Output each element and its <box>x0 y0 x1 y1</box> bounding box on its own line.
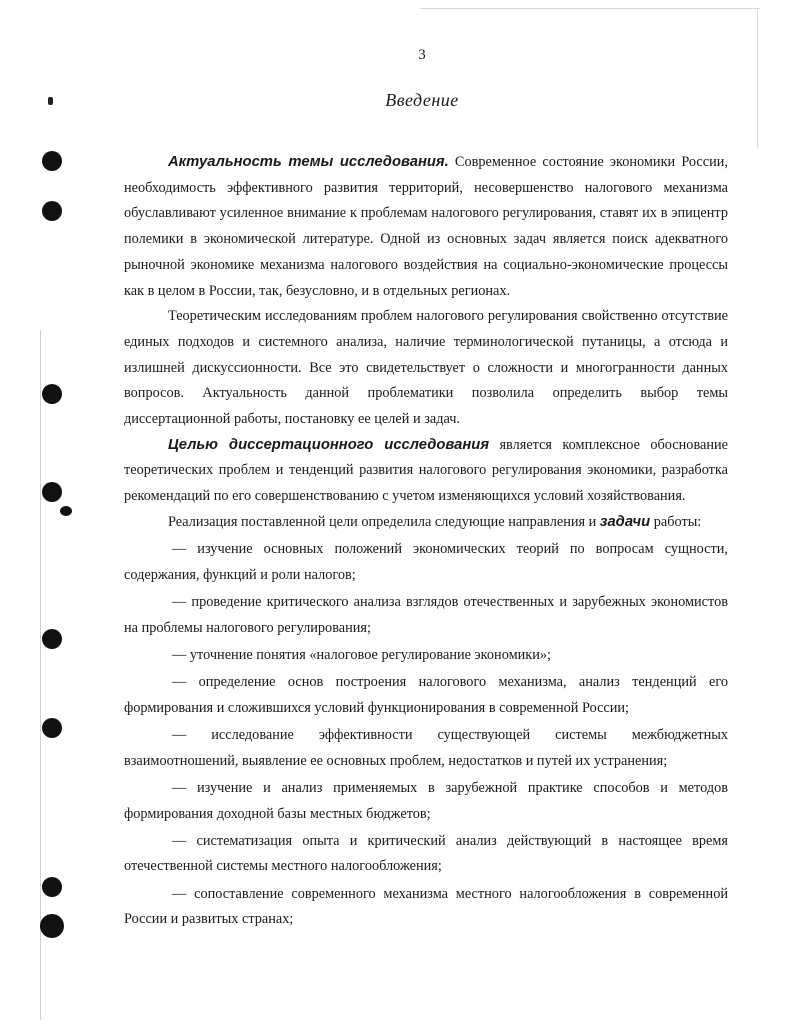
punch-hole <box>42 151 62 171</box>
punch-hole <box>40 914 64 938</box>
document-body <box>124 150 728 933</box>
task-item: — исследование эффективности существующей системы межбюджетных взаимоотношений, выявление ее основных проблем, недостатков и путей их устранения; <box>124 726 728 769</box>
task-item: — систематизация опыта и критический анализ действующий в настоящее время отечественной системы местного налогообложения; <box>124 832 728 875</box>
relevance-keyword: Актуальность темы исследования. <box>168 154 449 170</box>
punch-hole <box>42 201 62 221</box>
punch-hole <box>60 506 72 516</box>
relevance-paragraph <box>124 150 728 304</box>
page-number: 3 <box>418 47 426 63</box>
scan-page-edge-right <box>757 8 758 148</box>
tasks-keyword: задачи <box>599 513 651 530</box>
relevance-text: Современное состояние экономики России, необходимость эффективного развития территорий, несовершенство налогового механизма обуславливают усиленное внимание к проблемам налогового регулирования, ставят их в эпицентр полемики в экономической литературе. Одной из основных задач является поиск адекватного рыночной экономике механизма налогового воздействия на социально-экономические процессы как в целом в России, так, безусловно, и в отдельных регионах. <box>124 154 728 299</box>
scan-page-edge-top <box>420 8 760 9</box>
task-item: — определение основ построения налогового механизма, анализ тенденций его формирования и сложившихся условий функционирования в современной России; <box>124 674 728 716</box>
task-item: — проведение критического анализа взглядов отечественных и зарубежных экономистов на проблемы налогового регулирования; <box>124 593 728 636</box>
punch-hole <box>42 629 62 649</box>
theory-paragraph: Теоретическим исследованиям проблем налогового регулирования свойственно отсутствие единых подходов и системного анализа, наличие терминологической путаницы, а отсюда и излишней дискуссионности. Все это свидетельствует о сложности и многогранности данных вопросов. Актуальность данной проблематики позволила определить выбор темы диссертационной работы, постановку ее целей и задач. <box>124 308 728 428</box>
goal-text: является комплексное обоснование теоретических проблем и тенденций развития налогового регулирования экономики, разработка рекомендаций по его совершенствованию с учетом изменяющихся условий хозяйствования. <box>124 436 728 505</box>
scan-page-edge-left <box>40 330 41 1020</box>
task-item: — сопоставление современного механизма местного налогообложения в современной России и развитых странах; <box>124 885 728 928</box>
punch-hole <box>42 384 62 404</box>
goal-keyword: Целью диссертационного исследования <box>168 436 490 453</box>
goal-paragraph <box>124 433 728 510</box>
punch-hole <box>42 877 62 897</box>
task-item: — изучение основных положений экономических теорий по вопросам сущности, содержания, функций и роли налогов; <box>124 541 728 583</box>
section-heading: Введение <box>385 90 459 110</box>
tasks-intro-tail: работы: <box>650 513 702 530</box>
punch-hole <box>42 718 62 738</box>
task-item: — уточнение понятия «налоговое регулирование экономики»; <box>172 646 551 663</box>
tasks-intro-paragraph <box>124 510 728 536</box>
tasks-intro-text: Реализация поставленной цели определила следующие направления и <box>168 513 600 530</box>
punch-hole <box>42 482 62 502</box>
task-item: — изучение и анализ применяемых в зарубежной практике способов и методов формирования доходной базы местных бюджетов; <box>124 779 728 822</box>
